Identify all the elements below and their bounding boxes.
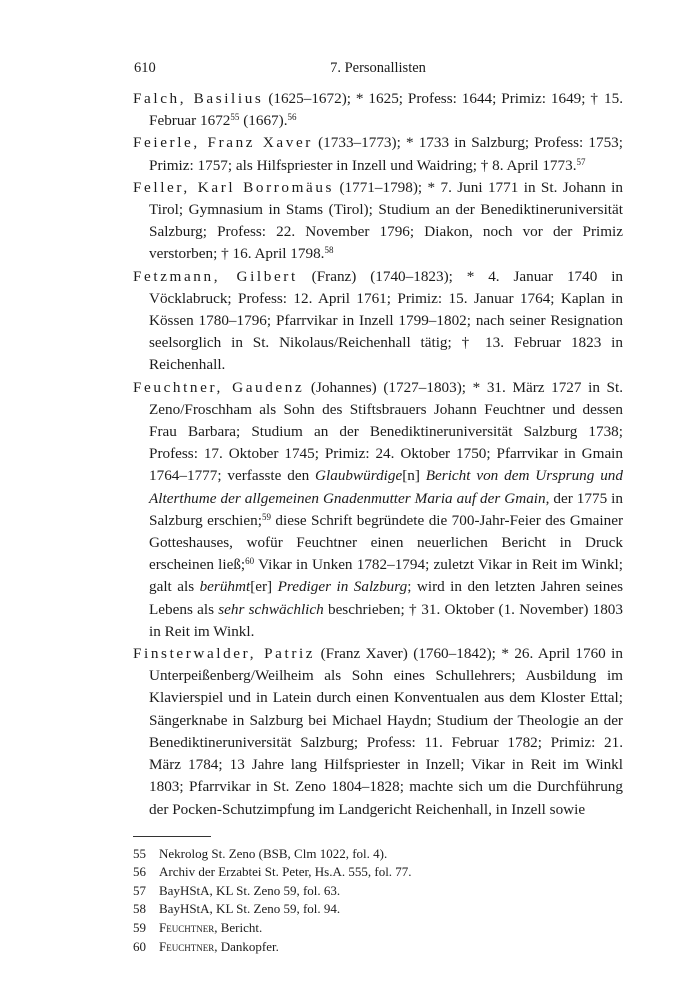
person-name: Feierle, Franz Xaver: [133, 134, 313, 152]
person-name: Falch, Basilius: [133, 90, 264, 107]
person-entry: [133, 177, 623, 266]
quote-italic: berühmt: [199, 578, 251, 596]
title-italic: Bericht von dem Ursprung und Alterthume der allgemeinen Gnadenmutter Maria auf der Gmain: [149, 467, 623, 507]
footnote-ref: 55: [230, 112, 240, 123]
footnote-number: 58: [133, 901, 146, 917]
footnote-divider: [133, 836, 211, 837]
quote-italic: Prediger in Salzburg: [277, 578, 408, 596]
person-name: Finsterwalder, Patriz: [133, 645, 316, 663]
footnote-text: , Bericht.: [214, 920, 263, 936]
footnote: [133, 845, 623, 864]
book-page: [133, 60, 623, 956]
footnote: [133, 882, 623, 901]
person-entry: [133, 377, 623, 643]
person-name: Feller, Karl Borromäus: [133, 178, 335, 196]
entry-text: (Johannes) (1727–1803); * 31. März 1727 in St. Zeno/Froschham als Sohn des Stiftsbrauers Johann Feuchtner und dessen Frau Barbara; Studium an der Benediktineruniversität Salzburg 1738; Profess: 17. Oktober 1745; Primiz: 24. Oktober 1750; Pfarrvikar in Gmain 1764–1777; verfasste den: [149, 378, 623, 485]
footnote-ref: 59: [261, 511, 271, 522]
quote-italic: sehr schwächlich: [218, 600, 324, 618]
entry-text: (Franz Xaver) (1760–1842); * 26. April 1760 in Unterpeißenberg/Weilheim als Sohn eines Schullehrers; Ausbildung im Klavierspiel und in Latein durch einen Konventualen aus dem Kloster Ettal; Sängerknabe in Salzburg bei Michael Haydn; Studium der Theologie an der Benediktineruniversität Salzburg; Profess: 11. Februar 1782; Primiz: 21. März 1784; 13 Jahre lang Hilfspriester in Inzell; Vikar in Reit im Winkl 1803; Pfarrvikar in St. Zeno 1804–1828; machte sich um die Durchführung der Pocken-Schutzimpfung im Landgericht Reichenhall, in Inzell sowie: [149, 645, 623, 818]
footnote-ref: 56: [287, 112, 297, 123]
person-entry: [133, 132, 623, 176]
running-head: 7. Personallisten: [330, 60, 426, 76]
person-entry: [133, 88, 623, 132]
footnote-text: , Dankopfer.: [214, 938, 279, 954]
footnote-number: 60: [133, 938, 146, 954]
entry-text: , der 1775 in Salzburg erschien;: [149, 489, 623, 529]
footnote: [133, 938, 623, 957]
page-number: 610: [134, 60, 156, 76]
person-list: [133, 88, 623, 821]
footnote-author: Feuchtner: [159, 920, 215, 936]
entry-text: (1625–1672); * 1625; Profess: 1644; Primiz: 1649; † 15. Februar 1672: [149, 90, 624, 130]
footnote-ref: 58: [324, 245, 334, 256]
footnote-ref: 60: [245, 556, 255, 567]
person-name: Fetzmann, Gilbert: [133, 267, 298, 285]
footnote-number: 56: [133, 864, 146, 880]
title-italic: Glaubwürdige: [315, 467, 403, 485]
footnote-author: Feuchtner: [159, 938, 215, 954]
footnote: [133, 863, 623, 882]
footnote-ref: 57: [576, 156, 586, 167]
person-name: Feuchtner, Gaudenz: [133, 378, 305, 396]
entry-text: (Franz) (1740–1823); * 4. Januar 1740 in Vöcklabruck; Profess: 12. April 1761; Primiz: 15. Januar 1764; Kaplan in Kössen 1780–1796; Pfarrvikar in Inzell 1799–1802; nach seiner Resignation seelsorglich in St. Nikolaus/Reichenhall tätig; † 13. Februar 1823 in Reichenhall.: [149, 267, 624, 374]
entry-text: Vikar in Unken 1782–1794; zuletzt Vikar in Reit im Winkl; galt als: [149, 556, 623, 596]
footnote-text: BayHStA, KL St. Zeno 59, fol. 94.: [159, 901, 341, 917]
footnote-number: 59: [133, 920, 146, 936]
footnote-number: 57: [133, 882, 146, 898]
entry-text: (1733–1773); * 1733 in Salzburg; Profess: 1753; Primiz: 1757; als Hilfspriester in Inzell und Waidring; † 8. April 1773.: [149, 134, 623, 174]
entry-text: ; wird in den letzten Jahren seines Lebens als: [149, 578, 624, 618]
entry-text: diese Schrift begründete die 700-Jahr-Feier des Gmainer Gotteshauses, wofür Feuchtner einen neuerlichen Bericht in Druck erscheinen ließ;: [149, 511, 624, 574]
footnote: [133, 919, 623, 938]
entry-text: (1771–1798); * 7. Juni 1771 in St. Johann in Tirol; Gymnasium in Stams (Tirol); Studium an der Benediktineruniversität Salzburg; Profess: 22. November 1796; Diakon, noch vor der Primiz verstorben; † 16. April 1798.: [149, 178, 623, 263]
footnote-text: Nekrolog St. Zeno (BSB, Clm 1022, fol. 4).: [159, 845, 388, 861]
person-entry: [133, 643, 623, 821]
footnotes: [133, 845, 623, 957]
person-entry: [133, 266, 623, 377]
entry-text: beschrieben; † 31. Oktober (1. November) 1803 in Reit im Winkl.: [149, 600, 623, 640]
footnote: [133, 900, 623, 919]
entry-text: [n]: [402, 467, 426, 485]
footnote-text: BayHStA, KL St. Zeno 59, fol. 63.: [159, 882, 341, 898]
entry-text: (1667).: [239, 112, 288, 130]
page-header: [133, 60, 623, 84]
entry-text: [er]: [250, 578, 278, 596]
footnote-text: Archiv der Erzabtei St. Peter, Hs.A. 555, fol. 77.: [159, 864, 412, 880]
footnote-number: 55: [133, 845, 146, 861]
